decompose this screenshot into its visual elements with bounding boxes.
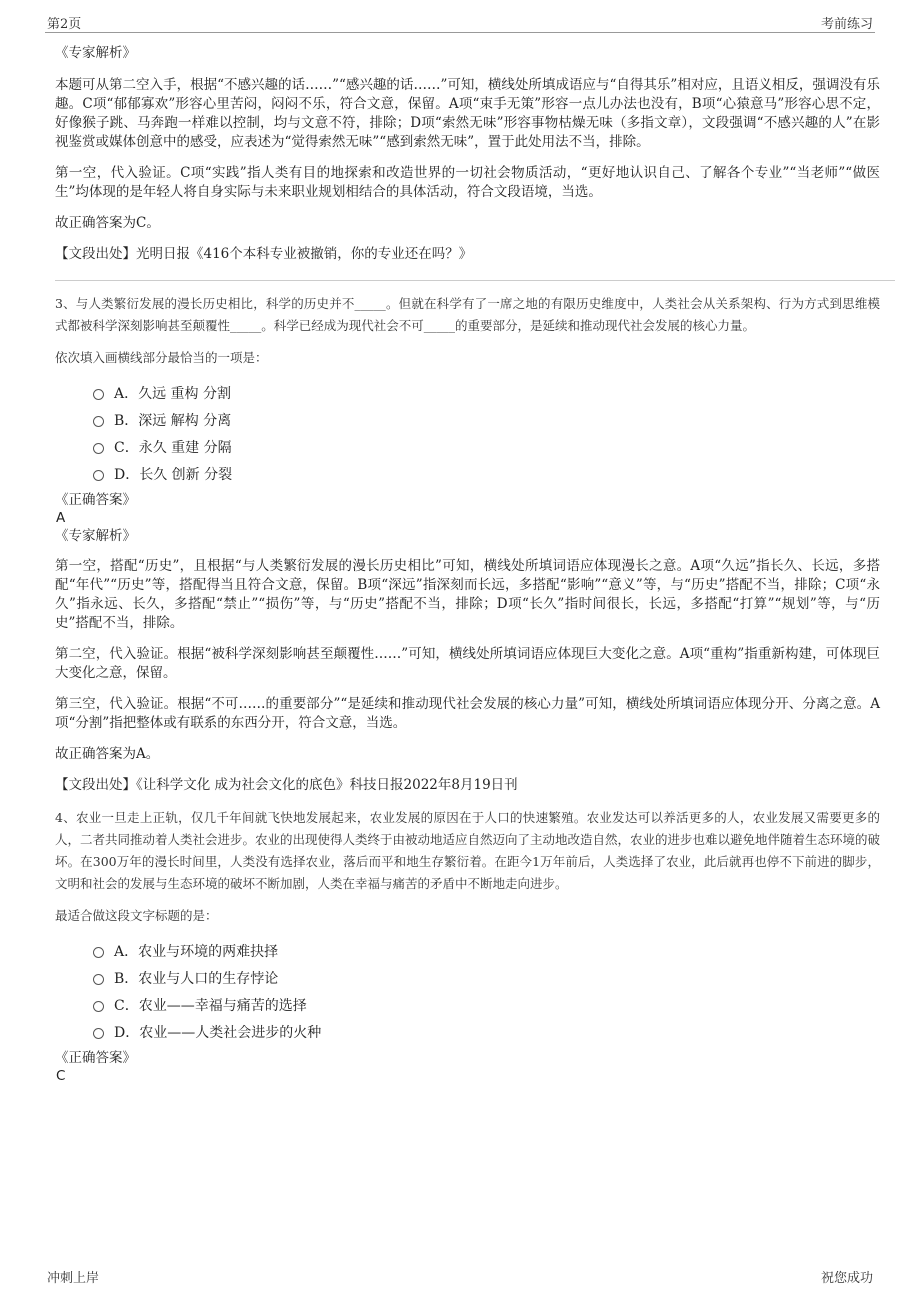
header-divider: [45, 32, 875, 33]
q3-analysis-label: 《专家解析》: [55, 528, 136, 544]
q3-option-b[interactable]: [93, 406, 880, 433]
q2-analysis-para1: 本题可从第二空入手，根据“不感兴趣的话……”“感兴趣的话……”可知，横线处所填成语应与“自得其乐”相对应，且语义相反，强调没有乐趣。C项“郁郁寡欢”形容心里苦闷，闷闷不乐，符合文意，保留。A项“束手无策”形容一点儿办法也没有，B项“心猿意马”形容心思不定，好像猴子跳、马奔跑一样难以控制，均与文意不符，排除；D项“索然无味”形容事物枯燥无味（多指文章），文段强调“不感兴趣的人”在影视鉴赏或媒体创意中的感受，应表述为“觉得索然无味”“感到索然无味”，置于此处用法不当，排除。: [55, 77, 880, 150]
q4-option-d[interactable]: [93, 1018, 880, 1045]
q3-conclusion: 故正确答案为A。: [55, 746, 160, 762]
option-label: D．农业——人类社会进步的火种: [114, 1024, 322, 1041]
radio-icon[interactable]: [93, 974, 104, 985]
radio-icon[interactable]: [93, 416, 104, 427]
option-label: B．农业与人口的生存悖论: [114, 970, 279, 987]
q4-answer: C: [56, 1068, 66, 1084]
q4-stem: 4、农业一旦走上正轨，仅几千年间就飞快地发展起来，农业发展的原因在于人口的快速繁殖。农业发达可以养活更多的人，农业发展又需要更多的人，二者共同推动着人类社会进步。农业的出现使得人类终于由被动地适应自然迈向了主动地改造自然，农业的进步也难以避免地伴随着生态环境的破坏。在300万年的漫长时间里，人类没有选择农业，落后而平和地生存繁衍着。在距今1万年前后，人类选择了农业，此后就再也停不下前进的脚步，文明和社会的发展与生态环境的破坏不断加剧，人类在幸福与痛苦的矛盾中不断地走向进步。: [55, 810, 881, 891]
q3-answer: A: [56, 510, 66, 526]
q3-analysis-para2: 第二空，代入验证。根据“被科学深刻影响甚至颠覆性……”可知，横线处所填词语应体现巨大变化之意。A项“重构”指重新构建，可体现巨大变化之意，保留。: [55, 646, 880, 681]
option-label: A．农业与环境的两难抉择: [114, 943, 279, 960]
q4-answer-label: 《正确答案》: [55, 1050, 136, 1066]
q3-option-c[interactable]: [93, 433, 880, 460]
radio-icon[interactable]: [93, 1028, 104, 1039]
q4-options: [55, 937, 880, 1045]
question-divider: [55, 280, 895, 281]
option-label: C．永久 重建 分隔: [114, 439, 232, 456]
q2-analysis-label: 《专家解析》: [55, 45, 136, 61]
q3-options: [55, 379, 880, 487]
q3-prompt: 依次填入画横线部分最恰当的一项是：: [55, 350, 268, 365]
q4-option-b[interactable]: [93, 964, 880, 991]
option-label: D．长久 创新 分裂: [114, 466, 233, 483]
page-number: 第2页: [47, 17, 82, 32]
section-title: 考前练习: [820, 17, 873, 32]
q4-prompt: 最适合做这段文字标题的是：: [55, 908, 218, 923]
q4-option-a[interactable]: [93, 937, 880, 964]
option-label: C．农业——幸福与痛苦的选择: [114, 997, 307, 1014]
radio-icon[interactable]: [93, 470, 104, 481]
q3-option-a[interactable]: [93, 379, 880, 406]
q3-analysis-para1: 第一空，搭配“历史”，且根据“与人类繁衍发展的漫长历史相比”可知，横线处所填词语应体现漫长之意。A项“久远”指长久、长远，多搭配“年代”“历史”等，搭配得当且符合文意，保留。B项“深远”指深刻而长远，多搭配“影响”“意义”等，与“历史”搭配不当，排除；C项“永久”指永远、长久，多搭配“禁止”“损伤”等，与“历史”搭配不当，排除；D项“长久”指时间很长，长远，多搭配“打算”“规划”等，与“历史”搭配不当，排除。: [55, 558, 880, 631]
radio-icon[interactable]: [93, 443, 104, 454]
radio-icon[interactable]: [93, 1001, 104, 1012]
footer-right-text: 祝您成功: [820, 1271, 873, 1286]
option-label: A．久远 重构 分割: [114, 385, 232, 402]
q2-source: 【文段出处】光明日报《416个本科专业被撤销，你的专业还在吗？》: [55, 246, 473, 262]
page-header: [0, 0, 920, 33]
radio-icon[interactable]: [93, 947, 104, 958]
radio-icon[interactable]: [93, 389, 104, 400]
q3-answer-label: 《正确答案》: [55, 492, 136, 508]
q4-option-c[interactable]: [93, 991, 880, 1018]
q3-option-d[interactable]: [93, 460, 880, 487]
option-label: B．深远 解构 分离: [114, 412, 232, 429]
q3-stem: 3、与人类繁衍发展的漫长历史相比，科学的历史并不_____。但就在科学有了一席之地的有限历史维度中，人类社会从关系架构、行为方式到思维模式都被科学深刻影响甚至颠覆性_____。科学已经成为现代社会不可_____的重要部分，是延续和推动现代社会发展的核心力量。: [55, 296, 880, 333]
q2-conclusion: 故正确答案为C。: [55, 215, 160, 231]
q2-analysis-para2: 第一空，代入验证。C项“实践”指人类有目的地探索和改造世界的一切社会物质活动，“更好地认识自己、了解各个专业”“当老师”“做医生”均体现的是年轻人将自身实际与未来职业规划相结合的具体活动，符合文段语境，当选。: [55, 165, 880, 200]
footer-left-text: 冲刺上岸: [47, 1271, 100, 1286]
document-body: [55, 44, 880, 1085]
q3-analysis-para3: 第三空，代入验证。根据“不可……的重要部分”“是延续和推动现代社会发展的核心力量”可知，横线处所填词语应体现分开、分离之意。A项“分割”指把整体或有联系的东西分开，符合文意，当选。: [55, 696, 880, 731]
q3-source: 【文段出处】《让科学文化 成为社会文化的底色》科技日报2022年8月19日刊: [55, 777, 518, 793]
